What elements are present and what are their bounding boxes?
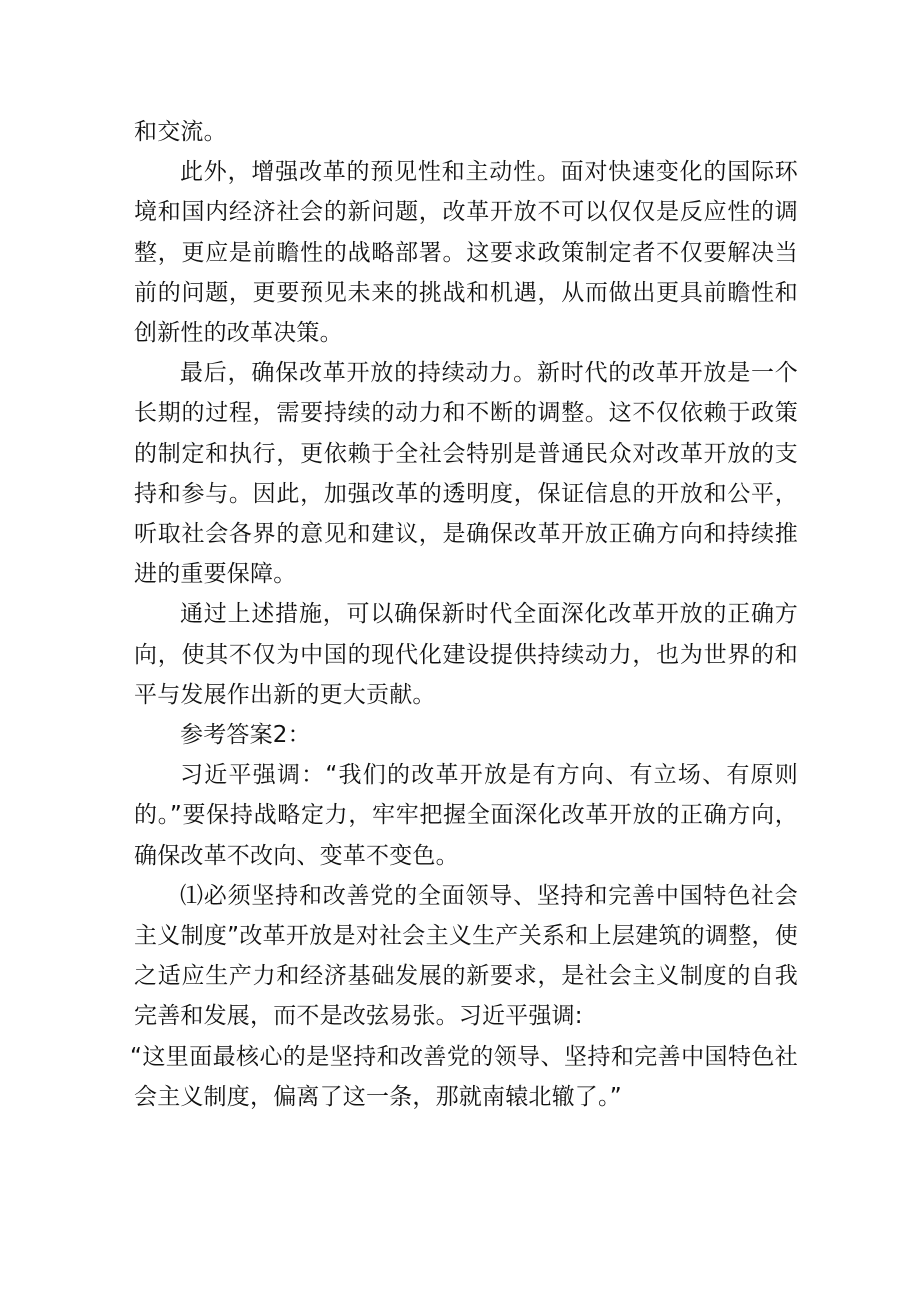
paragraph-continuation: 和交流。 bbox=[134, 119, 227, 145]
paragraph-conclusion: 通过上述措施，可以确保新时代全面深化改革开放的正确方向，使其不仅为中国的现代化建设提供持续动力，也为世界的和平与发展作出新的更大贡献。 bbox=[134, 601, 798, 708]
paragraph-core-quote: “这里面最核心的是坚持和改善党的领导、坚持和完善中国特色社会主义制度，偏离了这一条，那就南辕北辙了。” bbox=[130, 1043, 798, 1110]
paragraph-foresight: 此外，增强改革的预见性和主动性。面对快速变化的国际环境和国内经济社会的新问题，改革开放不可以仅仅是反应性的调整，更应是前瞻性的战略部署。这要求政策制定者不仅要解决当前的问题，更要预见未来的挑战和机遇，从而做出更具前瞻性和创新性的改革决策。 bbox=[134, 159, 798, 347]
paragraph-momentum: 最后，确保改革开放的持续动力。新时代的改革开放是一个长期的过程，需要持续的动力和不断的调整。这不仅依赖于政策的制定和执行，更依赖于全社会特别是普通民众对改革开放的支持和参与。因此，加强改革的透明度，保证信息的开放和公平，听取社会各界的意见和建议，是确保改革开放正确方向和持续推进的重要保障。 bbox=[134, 360, 798, 588]
paragraph-quote-direction: 习近平强调：“我们的改革开放是有方向、有立场、有原则的。”要保持战略定力，牢牢把握全面深化改革开放的正确方向，确保改革不改向、变革不变色。 bbox=[134, 762, 798, 869]
paragraph-point-1: ⑴必须坚持和改善党的全面领导、坚持和完善中国特色社会主义制度”改革开放是对社会主义生产关系和上层建筑的调整，使之适应生产力和经济基础发展的新要求，是社会主义制度的自我完善和发展，而不是改弦易张。习近平强调: bbox=[134, 882, 798, 1030]
document-page bbox=[130, 112, 798, 1117]
answer-heading: 参考答案2： bbox=[180, 722, 311, 749]
